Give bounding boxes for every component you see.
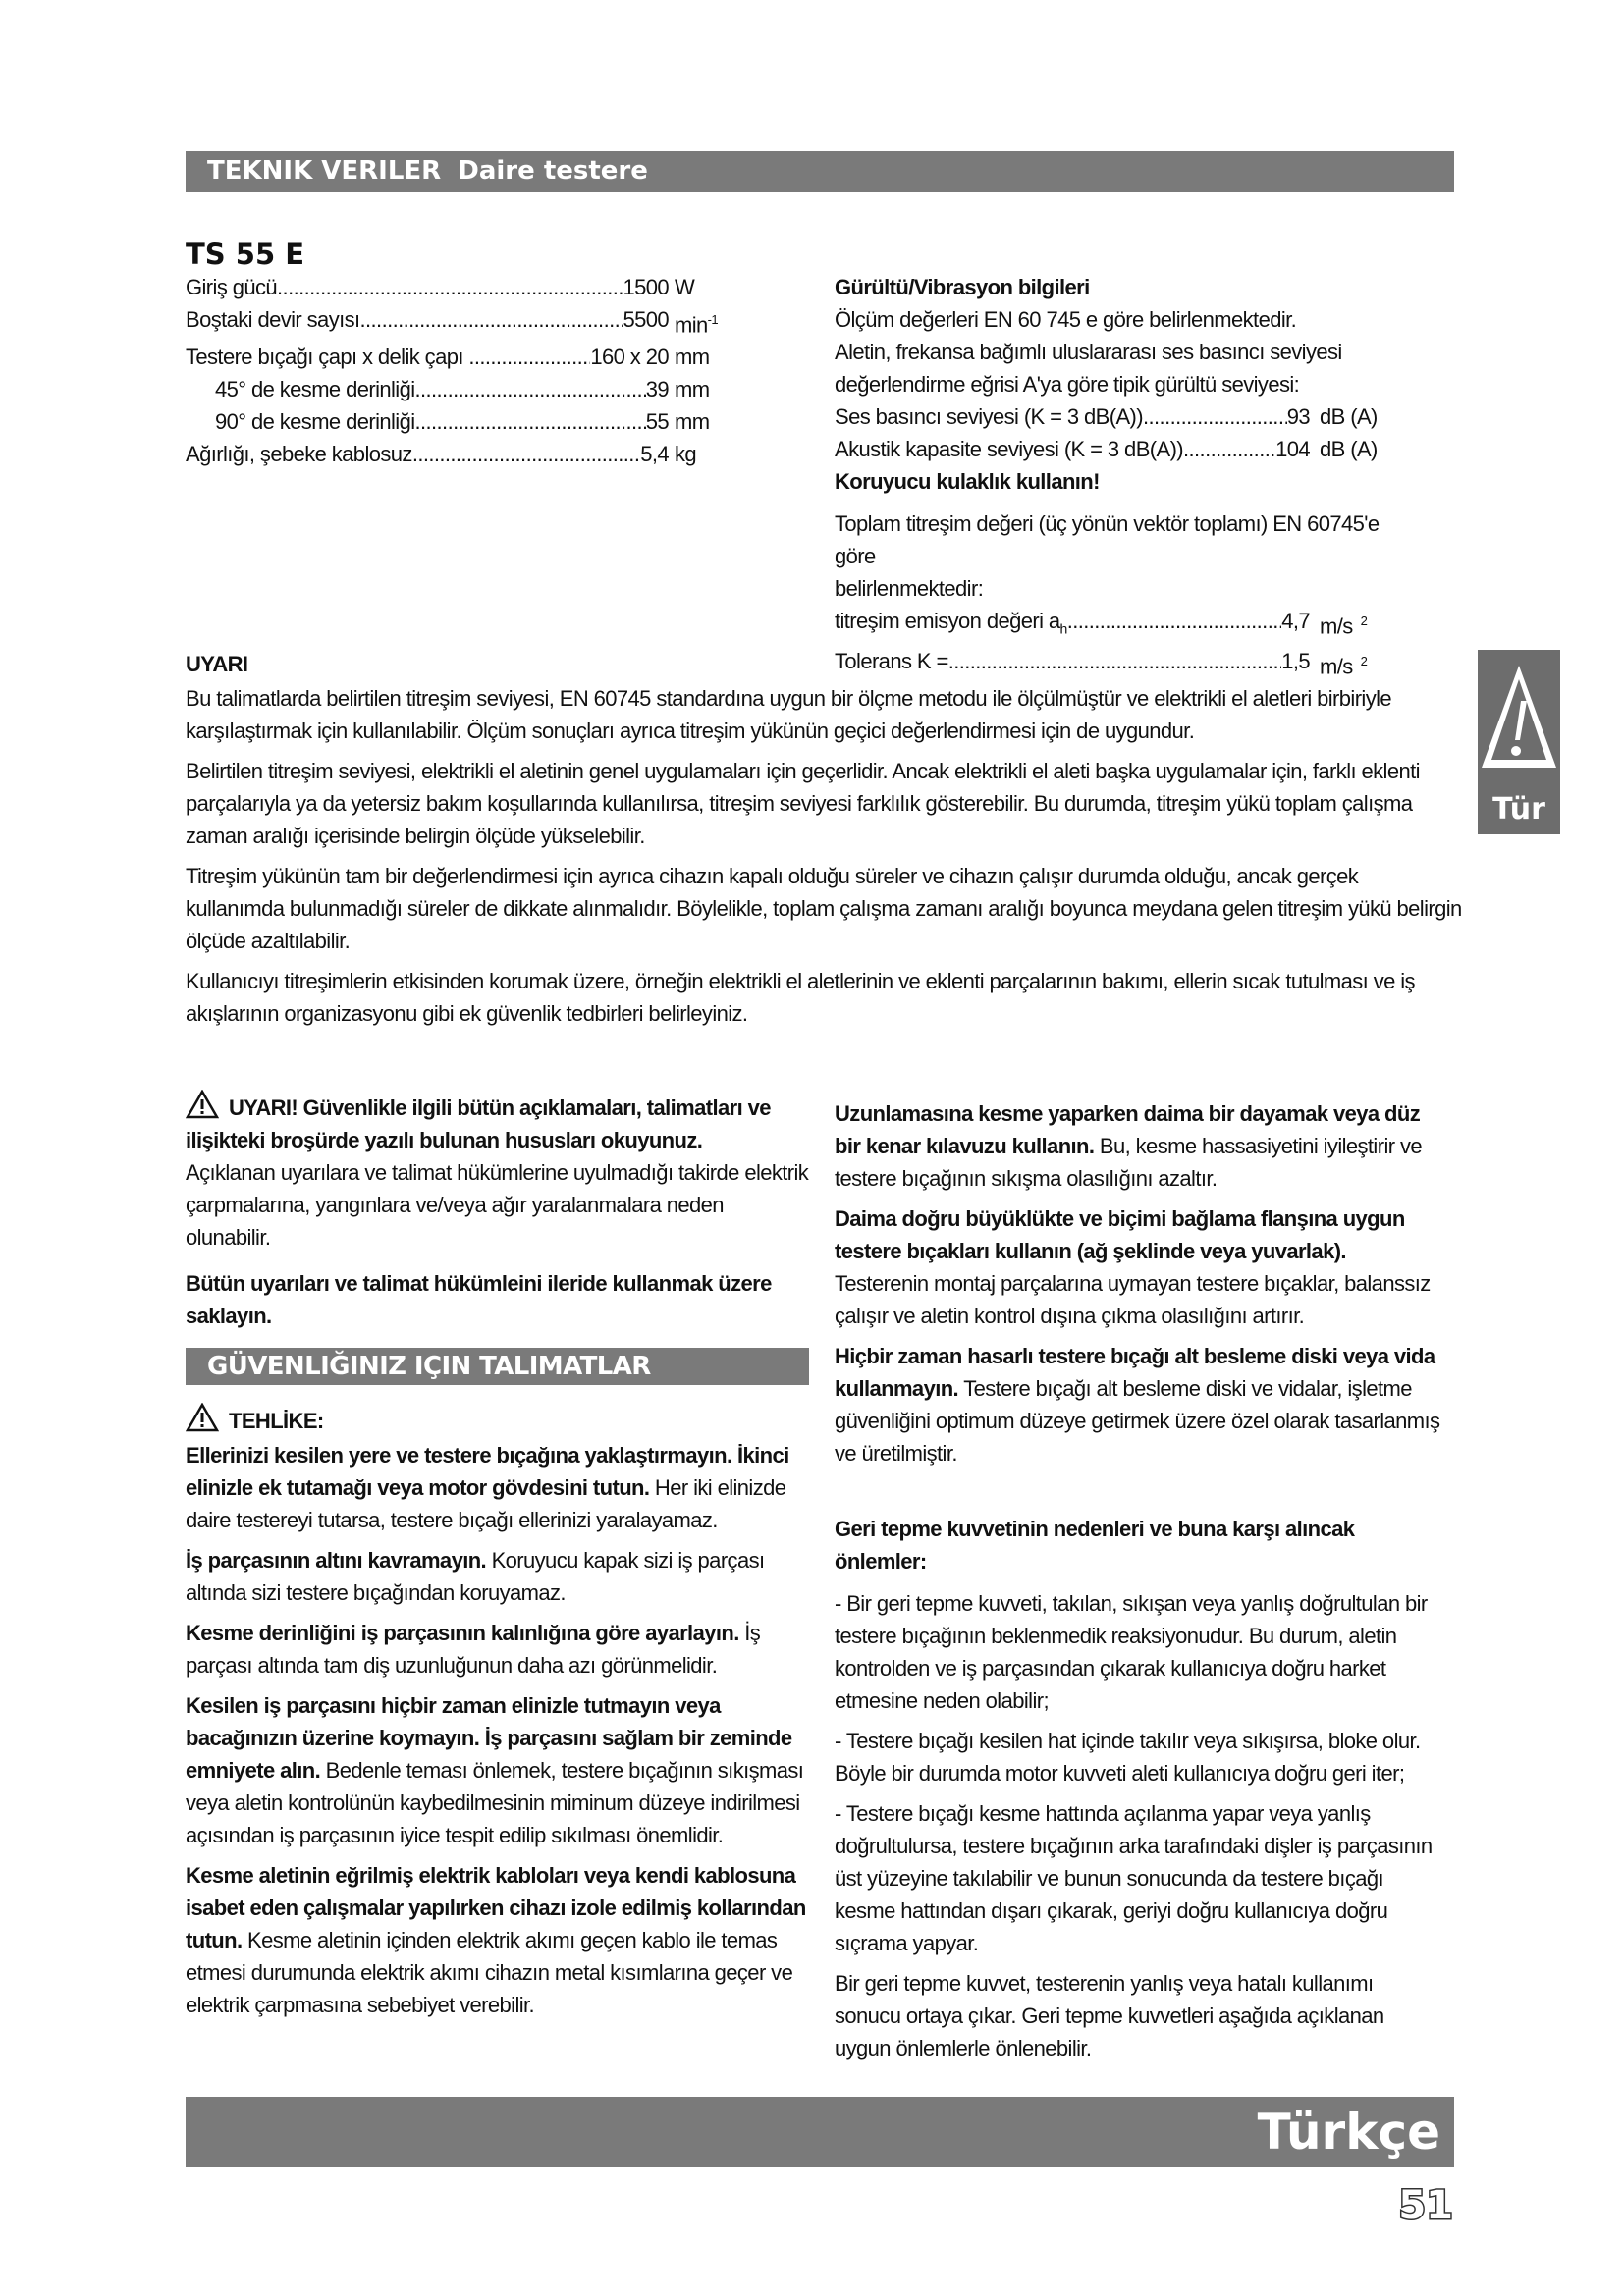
kickback-paragraph: - Testere bıçağı kesilen hat içinde takılır veya sıkışırsa, bloke olur. Böyle bir durumda motor kuvveti aleti kullanıcıya doğru geri iter; bbox=[835, 1729, 1421, 1786]
safety-item-text: Bu, kesme hassasiyetini iyileştirir ve testere bıçağının sıkışma olasılığını azaltır. bbox=[835, 1134, 1423, 1191]
ear-protection: Koruyucu kulaklık kullanın! bbox=[835, 469, 1100, 494]
kickback-paragraph: Bir geri tepme kuvvet, testerenin yanlış veya hatalı kullanımı sonucu ortaya çıkar. Geri tepme kuvvetleri aşağıda açıklanan uygun önlemlerle önlenebilir. bbox=[835, 1971, 1384, 2060]
safety-item-bold: Kesme derinliğini iş parçasının kalınlığına göre ayarlayın. bbox=[186, 1621, 739, 1645]
spec-label: Giriş gücü bbox=[186, 275, 278, 299]
spec-leader bbox=[474, 341, 591, 373]
spec-unit-text: mm bbox=[675, 345, 710, 370]
banner-rest: Daire testere bbox=[458, 156, 648, 186]
safety-item-bold: İş parçasının altını kavramayın. bbox=[186, 1548, 487, 1573]
noise-label: Akustik kapasite seviyesi (K = 3 dB(A)) bbox=[835, 437, 1184, 461]
warning-title: UYARI bbox=[186, 652, 248, 676]
right-column bbox=[835, 1097, 1443, 2072]
noise-line-3: değerlendirme eğrisi A'ya göre tipik gürültü seviyesi: bbox=[835, 372, 1300, 397]
spec-unit-text: mm bbox=[675, 409, 710, 435]
banner-bold: TEKNIK VERILER bbox=[207, 156, 442, 186]
spec-label: 45° de kesme derinliği bbox=[215, 377, 415, 402]
spec-value: 5500 bbox=[623, 307, 669, 332]
safety-item-text: Testerenin montaj parçalarına uymayan testere bıçaklar, balanssız çalışır ve aletin kontrol dışına çıkma olasılığını artırır. bbox=[835, 1271, 1431, 1328]
safety-item-text: Testere bıçağı alt besleme diski ve vidalar, işletme güvenliğini optimum düzeye getirmek üzere özel olarak tasarlanmış ve üretilmiştir. bbox=[835, 1376, 1440, 1466]
specs-table bbox=[186, 271, 735, 470]
noise-unit: dB (A) bbox=[1320, 404, 1378, 429]
safety-item-bold: Kesme aletinin eğrilmiş elektrik kabloları veya kendi kablosuna isabet eden çalışmalar yapılırken cihazı izole edilmiş kollarından tutun. bbox=[186, 1863, 806, 1952]
spec-row bbox=[186, 341, 735, 373]
spec-unit bbox=[669, 405, 735, 438]
safety-banner-label: GÜVENLIĞINIZ IÇIN TALIMATLAR bbox=[207, 1352, 651, 1381]
spec-unit bbox=[669, 341, 735, 373]
safety-item bbox=[186, 1859, 809, 2021]
noise-vibration-block bbox=[835, 271, 1404, 683]
page-number: 51 bbox=[1398, 2183, 1453, 2228]
model-title: TS 55 E bbox=[186, 238, 305, 271]
spec-unit-text: kg bbox=[675, 442, 697, 467]
vibration-value: 4,7 bbox=[1281, 609, 1310, 633]
noise-line-2: Aletin, frekansa bağımlı uluslararası ses basıncı seviyesi bbox=[835, 340, 1342, 364]
vibration-warning-block bbox=[186, 648, 1462, 1038]
vibration-value: 1,5 bbox=[1281, 649, 1310, 674]
safety-item bbox=[186, 1544, 809, 1609]
spec-value: 160 x 20 bbox=[590, 345, 669, 370]
noise-label: Ses basıncı seviyesi (K = 3 dB(A)) bbox=[835, 404, 1144, 429]
safety-item bbox=[186, 1689, 809, 1851]
spec-unit bbox=[669, 271, 735, 303]
vibration-row bbox=[835, 605, 1404, 645]
noise-value: 93 bbox=[1286, 404, 1310, 429]
spec-value: 5,4 bbox=[640, 442, 669, 467]
section-banner-technical-data bbox=[186, 151, 1454, 192]
spec-value: 55 bbox=[645, 409, 669, 435]
spec-unit-sup: -1 bbox=[707, 312, 719, 327]
safety-item-bold: Ellerinizi kesilen yere ve testere bıçağına yaklaştırmayın. İkinci elinizle ek tutamağı veya motor gövdesini tutun. bbox=[186, 1443, 789, 1500]
vibration-unit-text: m/s bbox=[1320, 654, 1353, 679]
spec-leader bbox=[412, 438, 640, 470]
spec-row bbox=[186, 303, 735, 341]
vibration-line-1: Toplam titreşim değeri (üç yönün vektör toplamı) EN 60745'e göre bbox=[835, 511, 1380, 568]
warning-icon bbox=[186, 1090, 219, 1119]
vibration-line-2: belirlenmektedir: bbox=[835, 576, 984, 601]
kickback-paragraph: - Testere bıçağı kesme hattında açılanma yapar veya yanlış doğrultulursa, testere bıçağının arka tarafındaki dişler iş parçasının üst yüzeyine takılabilir ve bunun sonucunda da testere bıçağı kesme hattından dışarı çıkarak, geriyi doğru kullanıcıya doğru sıçrama yapyar. bbox=[835, 1801, 1433, 1955]
safety-item-bold: Daima doğru büyüklükte ve biçimi bağlama flanşına uygun testere bıçakları kullanın (ağ şeklinde veya yuvarlak). bbox=[835, 1206, 1405, 1263]
spec-leader bbox=[277, 271, 623, 303]
vibration-unit-sup: 2 bbox=[1360, 614, 1368, 628]
vibration-unit bbox=[1310, 605, 1404, 645]
footer-bar bbox=[186, 2097, 1454, 2167]
spec-row bbox=[186, 438, 735, 470]
spec-unit-text: W bbox=[675, 275, 695, 299]
safety-item-text: Her iki elinizde daire testereyi tutarsa, testere bıçağı ellerinizi yaralayamaz. bbox=[186, 1475, 786, 1532]
spec-label: 90° de kesme derinliği bbox=[215, 409, 415, 435]
safety-item-bold: Kesilen iş parçasını hiçbir zaman elinizle tutmayın veya bacağınızın üzerine koymayın. İş parçasını sağlam bir zeminde emniyete alın. bbox=[186, 1693, 792, 1783]
spec-unit bbox=[669, 373, 735, 405]
warning-triangle-icon bbox=[1478, 658, 1560, 785]
spec-unit bbox=[669, 438, 735, 470]
spec-unit bbox=[669, 303, 735, 341]
side-tab bbox=[1478, 650, 1560, 834]
spec-label: Boştaki devir sayısı bbox=[186, 307, 360, 332]
safety-item-bold: Hiçbir zaman hasarlı testere bıçağı alt besleme diski veya vida kullanmayın. bbox=[835, 1344, 1435, 1401]
spec-label: Ağırlığı, şebeke kablosuz bbox=[186, 442, 412, 467]
noise-unit: dB (A) bbox=[1320, 437, 1378, 461]
vibration-label-wrap bbox=[835, 605, 1067, 645]
noise-title: Gürültü/Vibrasyon bilgileri bbox=[835, 275, 1090, 299]
safety-item-bold: Uzunlamasına kesme yaparken daima bir dayamak veya düz bir kenar kılavuzu kullanın. bbox=[835, 1101, 1421, 1158]
spec-row bbox=[186, 271, 735, 303]
left-column bbox=[186, 1090, 809, 2029]
warning-paragraph: Bu talimatlarda belirtilen titreşim seviyesi, EN 60745 standardına uygun bir ölçme metodu ile ölçülmüştür ve elektrikli el aletleri birbiriyle karşılaştırmak için kullanılabilir. Ölçüm sonuçları ayrıca titreşim yükünün geçici değerlendirmesi için de uygundur. bbox=[186, 686, 1392, 743]
noise-value: 104 bbox=[1275, 437, 1310, 461]
keep-instructions: Bütün uyarıları ve talimat hükümleini ileride kullanmak üzere saklayın. bbox=[186, 1271, 772, 1328]
vibration-unit-text: m/s bbox=[1320, 614, 1353, 639]
danger-title: TEHLİKE: bbox=[229, 1409, 324, 1433]
vibration-label: titreşim emisyon değeri a bbox=[835, 609, 1060, 633]
spec-unit-text: min bbox=[675, 312, 708, 338]
safety-item-text: İş parçası altında tam diş uzunluğunun daha azı görünmelidir. bbox=[186, 1621, 761, 1678]
vibration-leader bbox=[1067, 605, 1281, 645]
danger-icon bbox=[186, 1403, 219, 1432]
section-banner-safety bbox=[186, 1348, 809, 1385]
spec-label: Testere bıçağı çapı x delik çapı . bbox=[186, 345, 474, 370]
vibration-label-sub: h bbox=[1059, 620, 1067, 637]
side-tab-label: Tür bbox=[1492, 792, 1545, 827]
safety-item bbox=[186, 1439, 809, 1536]
warning-paragraph: Kullanıcıyı titreşimlerin etkisinden korumak üzere, örneğin elektrikli el aletlerinin ve eklenti parçalarının bakımı, ellerin sıcak tutulması ve iş akışlarının organizasyonu gibi ek güvenlik tedbirleri belirleyiniz. bbox=[186, 969, 1415, 1026]
noise-row bbox=[835, 433, 1404, 465]
noise-leader bbox=[1183, 433, 1275, 465]
safety-item-text: Kesme aletinin içinden elektrik akımı geçen kablo ile temas etmesi durumunda elektrik akımı cihazın metal kısımlarına geçer ve elektrik çarpmasına sebebiyet verebilir. bbox=[186, 1928, 793, 2017]
safety-item-text: Bedenle teması önlemek, testere bıçağının sıkışması veya aletin kontrolünün kaybedilmesinin miminum düzeye indirilmesi açısından iş parçasının iyice tespit edilip sıkılması önemlidir. bbox=[186, 1758, 804, 1847]
vibration-label: Tolerans K = bbox=[835, 649, 948, 674]
spec-row bbox=[186, 373, 735, 405]
spec-leader bbox=[415, 373, 646, 405]
read-instructions-text: Açıklanan uyarılara ve talimat hükümlerine uyulmadığı takirde elektrik çarpmalarına, yangınlara ve/veya ağır yaralanmalara neden olunabilir. bbox=[186, 1160, 809, 1250]
vibration-unit-sup: 2 bbox=[1360, 654, 1368, 669]
warning-paragraph: Titreşim yükünün tam bir değerlendirmesi için ayrıca cihazın kapalı olduğu süreler ve cihazın çalışır durumda olduğu, ancak gerçek kullanımda bulunmadığı süreler de dikkate alınmalıdır. Böylelikle, toplam çalışma zamanı aralığı boyunca meydana gelen titreşim yükü belirgin ölçüde azaltılabilir. bbox=[186, 864, 1462, 953]
spec-value: 39 bbox=[645, 377, 669, 402]
spec-value: 1500 bbox=[623, 275, 669, 299]
noise-row bbox=[835, 400, 1404, 433]
read-instructions-warning: UYARI! Güvenlikle ilgili bütün açıklamaları, talimatları ve ilişikteki broşürde yazılı bulunan hususları okuyunuz. bbox=[186, 1095, 771, 1152]
safety-item bbox=[835, 1202, 1443, 1332]
warning-paragraph: Belirtilen titreşim seviyesi, elektrikli el aletinin genel uygulamaları için geçerlidir. Ancak elektrikli el aleti başka uygulamalar için, farklı eklenti parçalarıyla ya da yetersiz bakım koşullarında kullanılırsa, titreşim seviyesi farklılık gösterebilir. Bu durumda, titreşim yükü toplam çalışma zaman aralığı içerisinde belirgin ölçüde yükselebilir. bbox=[186, 759, 1420, 848]
noise-line-1: Ölçüm değerleri EN 60 745 e göre belirlenmektedir. bbox=[835, 307, 1297, 332]
noise-leader bbox=[1143, 400, 1287, 433]
spec-leader bbox=[415, 405, 646, 438]
kickback-paragraph: - Bir geri tepme kuvveti, takılan, sıkışan veya yanlış doğrultulan bir testere bıçağının beklenmedik reaksiyonudur. Bu durum, aletin kontrolden ve iş parçasından çıkarak kullanıcıya doğru harket etmesine neden olabilir; bbox=[835, 1591, 1428, 1713]
kickback-title: Geri tepme kuvvetinin nedenleri ve buna karşı alıncak önlemler: bbox=[835, 1517, 1355, 1574]
spec-leader bbox=[360, 303, 623, 341]
safety-item-text: Koruyucu kapak sizi iş parçası altında sizi testere bıçağından koruyamaz. bbox=[186, 1548, 765, 1605]
safety-item bbox=[835, 1097, 1443, 1195]
spec-unit-text: mm bbox=[675, 377, 710, 402]
footer-language: Türkçe bbox=[1257, 2104, 1440, 2161]
spec-row bbox=[186, 405, 735, 438]
safety-item bbox=[835, 1340, 1443, 1469]
safety-item bbox=[186, 1617, 809, 1682]
